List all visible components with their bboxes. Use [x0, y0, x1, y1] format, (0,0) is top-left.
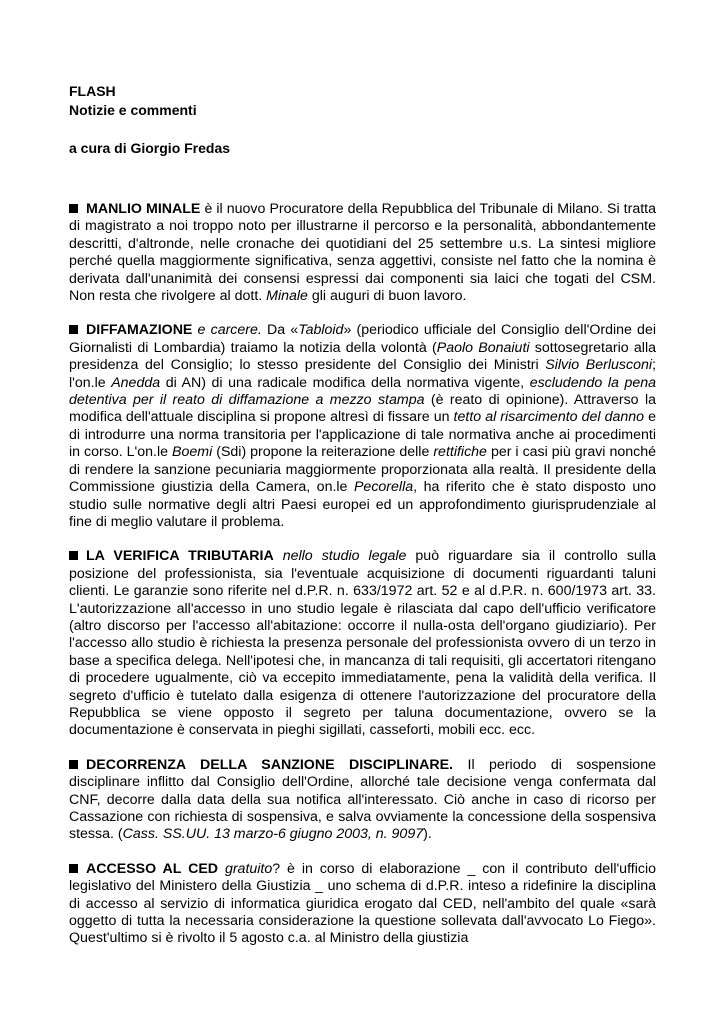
paragraph-keyword: DECORRENZA DELLA SANZIONE DISCIPLINARE. — [86, 756, 454, 773]
paragraph-accesso-ced: ACCESSO AL CED gratuito? è in corso di elaborazione _ con il contributo dell'ufficio legislativo del Ministero della Giustizia _ uno schema di d.P.R. inteso a ridefinire la disciplina di accesso al servizio di informatica giuridica erogato dal CED, nell'ambito del quale «sarà oggetto di tutta la necessaria considerazione la questione sollevata dall'avvocato Lo Fiego». Quest'ultimo si è rivolto il 5 agosto c.a. al Ministro della giustizia — [69, 860, 656, 947]
paragraph-keyword: DIFFAMAZIONE — [86, 322, 193, 339]
paragraph-diffamazione: DIFFAMAZIONE e carcere. Da «Tabloid» (periodico ufficiale del Consiglio dell'Ordine dei Giornalisti di Lombardia) traiamo la notizia della volontà (Paolo Bonaiuti sottosegretario alla presidenza del Consiglio; lo stesso presidente del Consiglio dei Ministri Silvio Berlusconi; l'on.le Anedda di AN) di una radicale modifica della normativa vigente, escludendo la pena detentiva per il reato di diffamazione a mezzo stampa (è reato di opinione). Attraverso la modifica dell'attuale disciplina si propone altresì di fissare un tetto al risarcimento del danno e di introdurre una norma transitoria per l'applicazione di tale normativa anche ai procedimenti in corso. L'on.le Boemi (Sdi) propone la reiterazione delle rettifiche per i casi più gravi nonché di rendere la sanzione pecuniaria maggiormente proporzionata alla realtà. Il presidente della Commissione giustizia della Camera, on.le Pecorella, ha riferito che è stato disposto uno studio sulle normative degli altri Paesi europei ed un approfondimento giurisprudenziale al fine di meglio valutare il problema. — [69, 322, 657, 530]
paragraph-keyword: ACCESSO AL CED — [86, 860, 219, 877]
document-header — [69, 82, 230, 158]
header-subtitle: Notizie e commenti — [69, 102, 197, 118]
paragraph-manlio-minale: MANLIO MINALE è il nuovo Procuratore della Repubblica del Tribunale di Milano. Si tratta di magistrato a noi troppo noto per illustrarne il percorso e la personalità, abbondantemente descritti, d'altronde, nelle cronache dei quotidiani del 25 settembre u.s. La sintesi migliore perché quella maggiormente significativa, senza aggettivi, consiste nel fatto che la nomina è derivata dall'unanimità dei consensi espressi dai componenti sia laici che togati del CSM. Non resta che rivolgere al dott. Minale gli auguri di buon lavoro. — [69, 201, 656, 305]
header-author: a cura di Giorgio Fredas — [69, 140, 231, 156]
bullet-square-icon — [69, 204, 78, 213]
bullet-square-icon — [69, 325, 78, 334]
header-title: FLASH — [69, 83, 116, 99]
bullet-square-icon — [69, 864, 78, 873]
bullet-square-icon — [69, 760, 78, 769]
document-body — [69, 201, 656, 965]
paragraph-verifica-tributaria: LA VERIFICA TRIBUTARIA nello studio legale può riguardare sia il controllo sulla posizione del professionista, sia l'eventuale acquisizione di documenti riguardanti taluni clienti. Le garanzie sono riferite nel d.P.R. n. 633/1972 art. 52 e al d.P.R. n. 600/1973 art. 33. L'autorizzazione all'accesso in uno studio legale è rilasciata dal capo dell'ufficio verificatore (altro discorso per l'accesso all'abitazione: occorre il nulla-osta dell'organo giudiziario). Per l'accesso allo studio è richiesta la presenza personale del professionista ovvero di un terzo in base a specifica delega. Nell'ipotesi che, in mancanza di tali requisiti, gli accertatori ritengano di procedere ugualmente, ciò va eccepito immediatamente, pena la validità della verifica. Il segreto d'ufficio è tutelato dalla esigenza di ottenere l'autorizzazione del procuratore della Repubblica se viene opposto il segreto per taluna documentazione, ovvero se la documentazione è conservata in pieghi sigillati, casseforti, mobili ecc. ecc. — [69, 548, 657, 739]
paragraph-keyword: LA VERIFICA TRIBUTARIA — [86, 548, 274, 565]
paragraph-decorrenza-sanzione: DECORRENZA DELLA SANZIONE DISCIPLINARE. Il periodo di sospensione disciplinare inflitto dal Consiglio dell'Ordine, allorché tale decisione venga confermata dal CNF, decorre dalla data della sua notifica all'interessato. Ciò anche in caso di ricorso per Cassazione con richiesta di sospensiva, e salva ovviamente la concessione della sospensiva stessa. (Cass. SS.UU. 13 marzo-6 giugno 2003, n. 9097). — [69, 756, 656, 843]
bullet-square-icon — [69, 551, 78, 560]
paragraph-keyword: MANLIO MINALE — [86, 201, 201, 217]
